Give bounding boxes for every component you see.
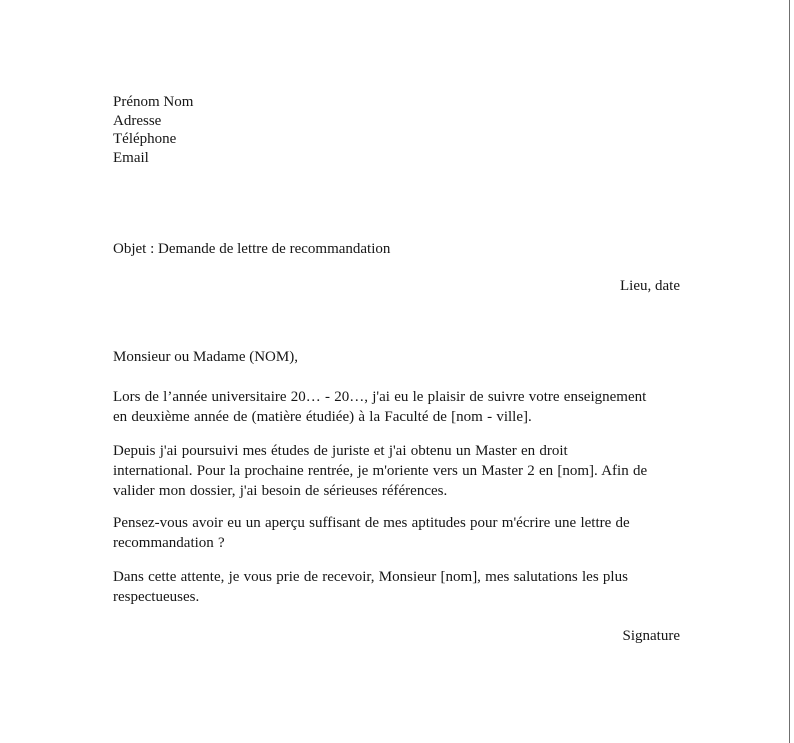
salutation: Monsieur ou Madame (NOM),: [113, 349, 298, 365]
paragraph-line: Pensez-vous avoir eu un aperçu suffisant de mes aptitudes pour m'écrire une lettre de: [113, 515, 630, 531]
paragraph-line: Depuis j'ai poursuivi mes études de juriste et j'ai obtenu un Master en droit: [113, 443, 568, 459]
paragraph-line: respectueuses.: [113, 588, 200, 605]
paragraph-line: Dans cette attente, je vous prie de recevoir, Monsieur [nom], mes salutations les plus: [113, 569, 628, 585]
subject-line: Objet : Demande de lettre de recommandation: [113, 241, 391, 257]
sender-address: Adresse: [113, 112, 162, 129]
paragraph-line: valider mon dossier, j'ai besoin de sérieuses références.: [113, 482, 448, 499]
paragraph-line: international. Pour la prochaine rentrée, je m'oriente vers un Master 2 en [nom]. Afin de: [113, 462, 648, 479]
body-paragraph-2: [113, 442, 680, 501]
paragraph-line: en deuxième année de (matière étudiée) à la Faculté de [nom - ville].: [113, 408, 532, 425]
sender-email: Email: [113, 150, 149, 167]
body-paragraph-4: [113, 568, 680, 608]
body-paragraph-3: [113, 514, 680, 554]
sender-name: Prénom Nom: [113, 94, 194, 110]
body-paragraph-1: [113, 388, 680, 428]
sender-block: [113, 93, 680, 168]
paragraph-line: Lors de l’année universitaire 20… - 20…, j'ai eu le plaisir de suivre votre enseignement: [113, 389, 647, 405]
place-date: Lieu, date: [620, 278, 680, 294]
sender-phone: Téléphone: [113, 131, 177, 148]
paragraph-line: recommandation ?: [113, 534, 225, 551]
page-right-edge-divider: [789, 0, 790, 743]
signature-label: Signature: [622, 628, 680, 644]
